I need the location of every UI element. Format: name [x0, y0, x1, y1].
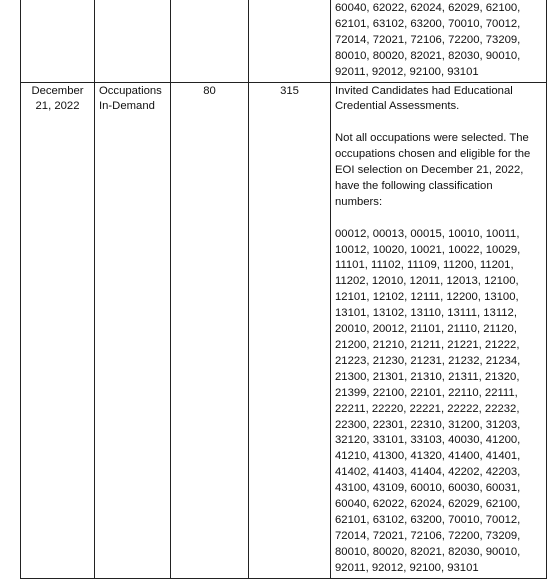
code-line: 10012, 10020, 10021, 10022, 10029, — [335, 243, 521, 256]
note-detail-line: numbers: — [335, 195, 383, 208]
code-line: 13101, 13102, 13110, 13111, 13112, — [335, 307, 517, 320]
note-detail-line: occupations chosen and eligible for the — [335, 148, 531, 161]
code-line: 80010, 80020, 82021, 82030, 90010, — [335, 49, 521, 62]
code-line: 32120, 33101, 33103, 40030, 41200, — [335, 434, 521, 447]
lowest-score-cell — [249, 82, 331, 578]
code-line: 11202, 12010, 12011, 12013, 12100, — [335, 275, 519, 288]
code-line: 21399, 22100, 22101, 22110, 22111, — [335, 386, 518, 399]
score-cell-empty — [249, 0, 331, 82]
note-detail-line: have the following classification — [335, 179, 493, 192]
code-line: 41402, 41403, 41404, 42202, 42203, — [335, 466, 521, 479]
code-line: 92011, 92012, 92100, 93101 — [335, 561, 479, 574]
stream-cell — [95, 82, 171, 578]
code-line: 62101, 63102, 63200, 70010, 70012, — [335, 513, 521, 526]
code-line: 60040, 62022, 62024, 62029, 62100, — [335, 498, 521, 511]
note-detail-line: EOI selection on December 21, 2022, — [335, 164, 524, 177]
table-row-december-21-2022 — [21, 82, 547, 578]
draw-date-line: 21, 2022 — [35, 100, 80, 113]
draw-date-cell — [21, 82, 95, 578]
note-detail-line: Not all occupations were selected. The — [335, 132, 529, 145]
paragraph-gap — [335, 211, 542, 227]
code-line: 22211, 22220, 22221, 22222, 22232, — [335, 402, 520, 415]
code-line: 43100, 43109, 60010, 60030, 60031, — [335, 482, 521, 495]
code-line: 21200, 21210, 21211, 21221, 21222, — [335, 339, 520, 351]
code-line: 41210, 41300, 41320, 41400, 41401, — [335, 450, 521, 463]
code-line: 72014, 72021, 72106, 72200, 73209, — [335, 33, 521, 46]
code-line: 21223, 21230, 21231, 21232, 21234, — [335, 354, 521, 367]
date-cell-empty — [21, 0, 95, 82]
code-line: 00012, 00013, 00015, 10010, 10011, — [335, 227, 520, 240]
lowest-score-value: 315 — [280, 84, 299, 97]
code-line: 62101, 63102, 63200, 70010, 70012, — [335, 17, 521, 30]
stream-line: In-Demand — [99, 100, 155, 113]
note-intro-line: Invited Candidates had Educational — [335, 84, 513, 97]
code-line: 21300, 21301, 21310, 21311, 21320, — [335, 370, 520, 383]
invitations-cell-empty — [171, 0, 249, 82]
code-line: 12101, 12102, 12111, 12200, 13100, — [335, 291, 519, 304]
stream-cell-empty — [95, 0, 171, 82]
eoi-draws-table — [20, 0, 547, 579]
code-line: 22300, 22301, 22310, 31200, 31203, — [335, 418, 521, 431]
code-line: 92011, 92012, 92100, 93101 — [335, 65, 479, 78]
code-line: 11101, 11102, 11109, 11200, 11201, — [335, 259, 514, 272]
invitations-cell — [171, 82, 249, 578]
code-line: 20010, 20012, 21101, 21110, 21120, — [335, 323, 517, 336]
notes-cell-continued — [331, 0, 547, 82]
invitations-value: 80 — [203, 84, 216, 97]
code-line: 80010, 80020, 82021, 82030, 90010, — [335, 545, 521, 558]
draw-date-line: December — [31, 84, 84, 97]
code-line: 60040, 62022, 62024, 62029, 62100, — [335, 2, 521, 14]
paragraph-gap — [335, 115, 542, 131]
code-line: 72014, 72021, 72106, 72200, 73209, — [335, 529, 521, 542]
stream-line: Occupations — [99, 84, 162, 97]
note-intro-line: Credential Assessments. — [335, 100, 460, 113]
notes-cell — [331, 82, 547, 578]
table-row-continued — [21, 0, 547, 82]
